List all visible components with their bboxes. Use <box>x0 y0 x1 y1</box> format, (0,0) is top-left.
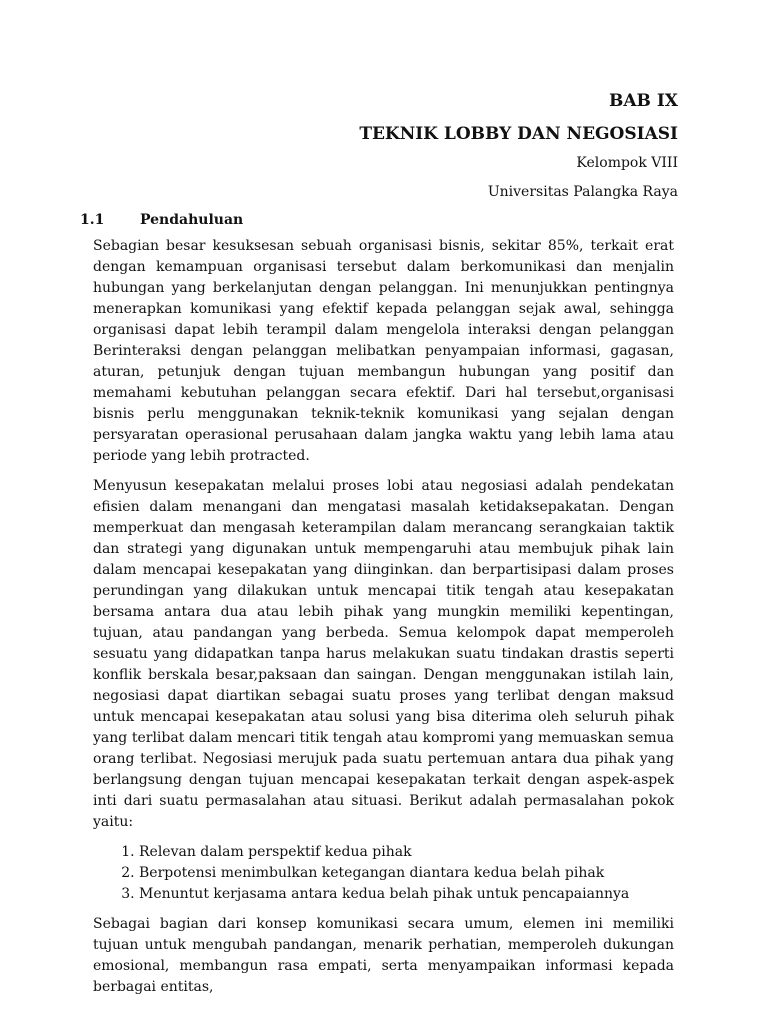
list-item: 2. Berpotensi menimbulkan ketegangan diantara kedua belah pihak <box>139 863 674 884</box>
paragraph: Menyusun kesepakatan melalui proses lobi atau negosiasi adalah pendekatan efisien dalam menangani dan mengatasi masalah ketidaksepakatan. Dengan memperkuat dan mengasah keterampilan dalam merancang serangkaian taktik dan strategi yang digunakan untuk mempengaruhi atau membujuk pihak lain dalam mencapai kesepakatan yang diinginkan. dan berpartisipasi dalam proses perundingan yang dilakukan untuk mencapai titik tengah atau kesepakatan bersama antara dua atau lebih pihak yang mungkin memiliki kepentingan, tujuan, atau pandangan yang berbeda. Semua kelompok dapat memperoleh sesuatu yang didapatkan tanpa harus melakukan suatu tindakan drastis seperti konflik berskala besar,paksaan dan saingan. Dengan menggunakan istilah lain, negosiasi dapat diartikan sebagai suatu proses yang terlibat dengan maksud untuk mencapai kesepakatan atau solusi yang bisa diterima oleh seluruh pihak yang terlibat dalam mencari titik tengah atau kompromi yang memuaskan semua orang terlibat. Negosiasi merujuk pada suatu pertemuan antara dua pihak yang berlangsung dengan tujuan mencapai kesepakatan terkait dengan aspek-aspek inti dari suatu permasalahan atau situasi. Berikut adalah permasalahan pokok yaitu: <box>93 478 674 830</box>
university-name: Universitas Palangka Raya <box>487 184 678 200</box>
paragraph: Sebagai bagian dari konsep komunikasi secara umum, elemen ini memiliki tujuan untuk mengubah pandangan, menarik perhatian, memperoleh dukungan emosional, membangun rasa empati, serta menyampaikan informasi kepada berbagai entitas, <box>93 916 674 995</box>
chapter-title: TEKNIK LOBBY DAN NEGOSIASI <box>359 124 678 144</box>
group-name: Kelompok VIII <box>576 155 678 171</box>
list-item: 1. Relevan dalam perspektif kedua pihak <box>139 842 674 863</box>
body-text <box>93 236 674 1007</box>
paragraph: Sebagian besar kesuksesan sebuah organisasi bisnis, sekitar 85%, terkait erat dengan kemampuan organisasi tersebut dalam berkomunikasi dan menjalin hubungan yang berkelanjutan dengan pelanggan. Ini menunjukkan pentingnya menerapkan komunikasi yang efektif kepada pelanggan sejak awal, sehingga organisasi dapat lebih terampil dalam mengelola interaksi dengan pelanggan Berinteraksi dengan pelanggan melibatkan penyampaian informasi, gagasan, aturan, petunjuk dengan tujuan membangun hubungan yang positif dan memahami kebutuhan pelanggan secara efektif. Dari hal tersebut,organisasi bisnis perlu menggunakan teknik-teknik komunikasi yang sejalan dengan persyaratan operasional perusahaan dalam jangka waktu yang lebih lama atau periode yang lebih protracted. <box>93 238 674 464</box>
section-heading <box>80 210 243 230</box>
issue-list <box>93 842 674 905</box>
list-item: 3. Menuntut kerjasama antara kedua belah pihak untuk pencapaiannya <box>139 884 674 905</box>
section-title: Pendahuluan <box>140 212 244 228</box>
section-number: 1.1 <box>80 212 105 228</box>
chapter-label: BAB IX <box>609 91 678 111</box>
